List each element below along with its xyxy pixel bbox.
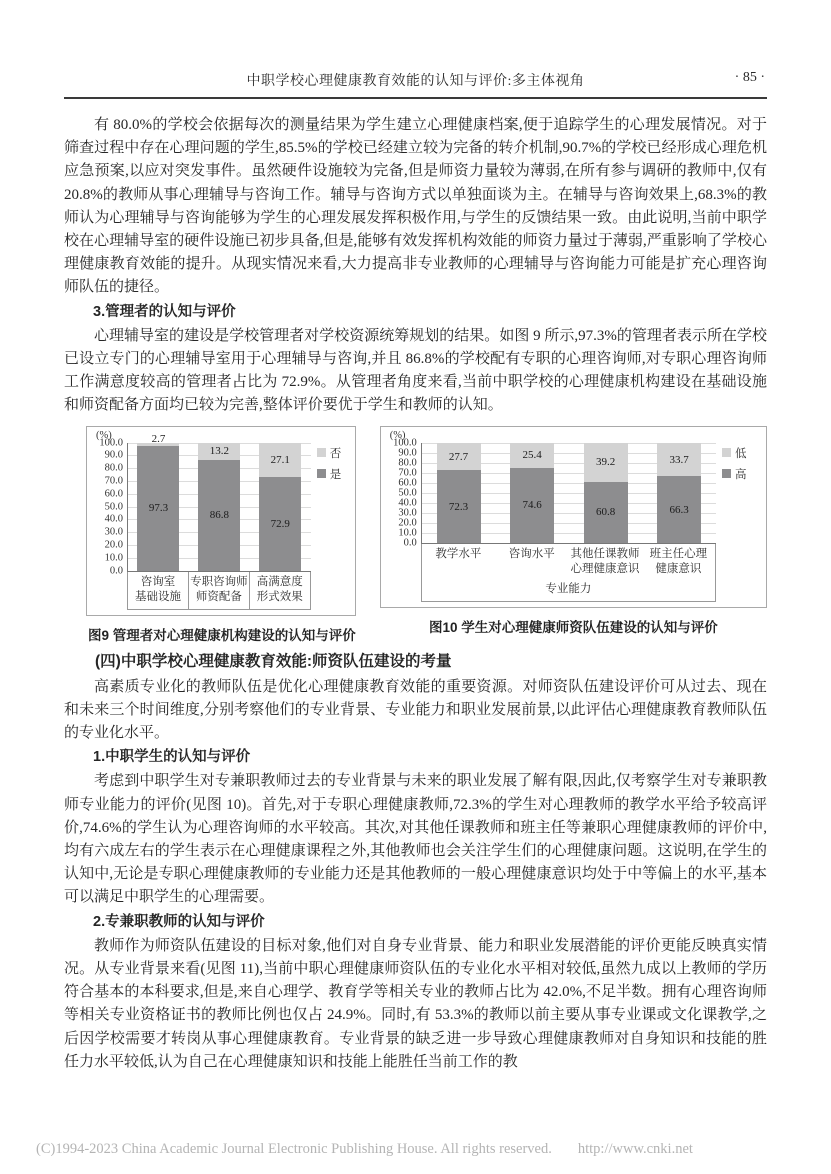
y-tick-label: 30.0	[104, 526, 123, 538]
y-tick-label: 70.0	[398, 467, 417, 479]
value-label: 39.2	[596, 456, 616, 469]
chart-fig9	[86, 426, 356, 616]
category-label: 高满意度 形式效果	[250, 572, 311, 610]
page-header	[64, 70, 767, 99]
value-label: 97.3	[148, 502, 169, 515]
running-title: 中职学校心理健康教育效能的认知与评价:多主体视角	[246, 74, 585, 89]
stacked-bar	[584, 443, 628, 543]
y-tick-label: 10.0	[104, 552, 123, 564]
stacked-bar	[137, 432, 179, 571]
y-axis-ticks	[387, 437, 421, 549]
legend-swatch	[317, 469, 326, 478]
y-tick-label: 40.0	[104, 513, 123, 525]
stacked-bar	[657, 443, 701, 543]
figure-9	[86, 426, 356, 644]
category-label: 咨询水平	[508, 547, 555, 560]
category-label: 其他任课教师 心理健康意识	[570, 547, 640, 575]
paragraph-hardware-findings: 有 80.0%的学校会依据每次的测量结果为学生建立心理健康档案,便于追踪学生的心理发展情况。对于筛查过程中存在心理问题的学生,85.5%的学校已经建立较为完备的转介机制,90.7%的学校已经形成心理危机应急预案,以应对突发事件。虽然硬件设施较为完备,但是师资力量较为薄弱,在所有参与调研的教师中,仅有 20.8%的教师从事心理辅导与咨询工作。辅导与咨询方式以单独面谈为主。在辅导与咨询效果上,68.3%的教师认为心理辅导与咨询能够为学生的心理发展发挥积极作用,与学生的反馈结果一致。由此说明,当前中职学校在心理辅导室的硬件设施已初步具备,但是,能够有效发挥机构效能的师资力量过于薄弱,严重影响了学校心理健康教育效能的提升。从现实情况来看,大力提高非专业教师的心理辅导与咨询能力可能是扩充心理咨询师队伍的捷径。	[64, 117, 767, 296]
y-tick-label: 100.0	[393, 437, 417, 449]
category-label: 咨询室 基础设施	[128, 572, 189, 610]
legend-swatch	[317, 448, 326, 457]
stacked-bar	[510, 443, 554, 543]
y-tick-label: 90.0	[104, 449, 123, 461]
legend-item: 否	[317, 445, 351, 461]
y-tick-label: 40.0	[398, 497, 417, 509]
y-tick-label: 60.0	[104, 488, 123, 500]
value-label: 74.6	[522, 499, 542, 512]
y-tick-label: 70.0	[104, 475, 123, 487]
value-label: 86.8	[209, 509, 229, 522]
article-body	[64, 114, 767, 418]
value-label: 33.7	[669, 453, 689, 466]
y-tick-label: 30.0	[398, 507, 417, 519]
figures-row	[86, 426, 767, 644]
y-tick-label: 80.0	[104, 462, 123, 474]
heading-manager-evaluation: 3.管理者的认知与评价	[93, 303, 236, 320]
value-label: 27.7	[448, 450, 469, 463]
heading-teacher-evaluation: 2.专兼职教师的认知与评价	[93, 913, 265, 930]
y-tick-label: 90.0	[398, 447, 417, 459]
plot-area	[421, 443, 716, 544]
legend	[716, 443, 762, 487]
legend-item: 是	[317, 466, 351, 482]
category-label: 教学水平	[435, 547, 482, 560]
page-footer	[36, 1141, 801, 1158]
figure-10-caption: 图10 学生对心理健康师资队伍建设的认知与评价	[428, 619, 718, 635]
chart-fig10	[380, 426, 767, 608]
y-tick-label: 0.0	[109, 565, 123, 577]
stacked-bar	[259, 443, 301, 571]
legend-item: 高	[722, 466, 762, 482]
value-label: 66.3	[669, 503, 689, 516]
value-label: 72.3	[448, 500, 469, 513]
value-label: 27.1	[270, 454, 290, 466]
y-tick-label: 10.0	[398, 527, 417, 539]
y-axis-unit-label: (%)	[96, 429, 112, 441]
y-axis-unit-label: (%)	[389, 429, 406, 441]
y-tick-label: 0.0	[403, 537, 417, 549]
paragraph-teacher-evaluation: 教师作为师资队伍建设的目标对象,他们对自身专业背景、能力和职业发展潜能的评价更能反映真实情况。从专业背景来看(见图 11),当前中职心理健康师资队伍的专业化水平相对较低,虽然九成以上教师的学历符合基本的本科要求,但是,来自心理学、教育学等相关专业的教师占比为 42.0%,不足半数。拥有心理咨询师等相关专业资格证书的教师比例也仅占 24.9%。同时,有 53.3%的教师以前主要从事专业课或文化课教学,之后因学校需要才转岗从事心理健康教育。专业背景的缺乏进一步导致心理健康教师对自身知识和技能的胜任力水平较低,认为自己在心理健康知识和技能上能胜任当前工作的教	[64, 937, 767, 1070]
value-label: 60.8	[596, 506, 616, 519]
y-tick-label: 20.0	[398, 517, 417, 529]
y-tick-label: 20.0	[104, 539, 123, 551]
legend-swatch	[722, 448, 731, 457]
x-axis	[421, 544, 716, 602]
heading-student-evaluation: 1.中职学生的认知与评价	[93, 749, 251, 766]
stacked-bar	[198, 443, 240, 571]
value-label: 72.9	[270, 518, 290, 530]
heading-section-4: (四)中职学校心理健康教育效能:师资队伍建设的考量	[95, 652, 452, 670]
y-axis-ticks	[93, 437, 127, 577]
legend	[311, 443, 351, 487]
paragraph-student-evaluation: 考虑到中职学生对专兼职教师过去的专业背景与未来的职业发展了解有限,因此,仅考察学生对专兼职教师专业能力的评价(见图 10)。首先,对于专职心理健康教师,72.3%的学生对心理教师的教学水平给予较高评价,74.6%的学生认为心理咨询师的水平较高。其次,对其他任课教师和班主任等兼职心理健康教师的评价中,均有六成左右的学生表示在心理健康课程之外,其他教师也会关注学生们的心理健康问题。这说明,在学生的认知中,无论是专职心理健康教师的专业能力还是其他教师的一般心理健康意识均处于中等偏上的水平,基本可以满足中职学生的心理需要。	[64, 773, 767, 906]
page-number: · 85 ·	[734, 70, 765, 85]
plot-area	[127, 432, 311, 572]
category-label: 班主任心理 健康意识	[649, 547, 708, 575]
figure-9-caption: 图9 管理者对心理健康机构建设的认知与评价	[88, 627, 356, 643]
x-axis	[127, 572, 311, 610]
x-axis-title: 专业能力	[545, 582, 592, 595]
y-tick-label: 80.0	[398, 457, 417, 469]
figure-10	[380, 426, 767, 636]
y-tick-label: 60.0	[398, 477, 417, 489]
legend-item: 低	[722, 445, 762, 461]
y-tick-label: 50.0	[104, 501, 123, 513]
y-tick-label: 100.0	[99, 437, 123, 449]
category-label: 专职咨询师 师资配备	[189, 572, 250, 610]
paragraph-teacher-team-intro: 高素质专业化的教师队伍是优化心理健康教育效能的重要资源。对师资队伍建设评价可从过去、现在和未来三个时间维度,分别考察他们的专业背景、专业能力和职业发展前景,以此评估心理健康教育教师队伍的专业化水平。	[64, 678, 767, 742]
article-body-continued	[64, 650, 767, 1074]
value-label: 25.4	[522, 449, 542, 462]
value-label: 13.2	[209, 445, 229, 458]
copyright-notice: (C)1994-2023 China Academic Journal Electronic Publishing House. All rights reserved.	[36, 1141, 552, 1157]
cnki-url: http://www.cnki.net	[577, 1141, 693, 1157]
legend-swatch	[722, 469, 731, 478]
y-tick-label: 50.0	[398, 487, 417, 499]
stacked-bar	[437, 443, 481, 543]
value-label: 2.7	[151, 432, 166, 445]
paragraph-manager-evaluation: 心理辅导室的建设是学校管理者对学校资源统筹规划的结果。如图 9 所示,97.3%的管理者表示所在学校已设立专门的心理辅导室用于心理辅导与咨询,并且 86.8%的学校配有专职的心理咨询师,对专职心理咨询师工作满意度较高的管理者占比为 72.9%。从管理者角度来看,当前中职学校的心理健康机构建设在基础设施和师资配备方面均已较为完善,整体评价要优于学生和教师的认知。	[64, 327, 767, 414]
